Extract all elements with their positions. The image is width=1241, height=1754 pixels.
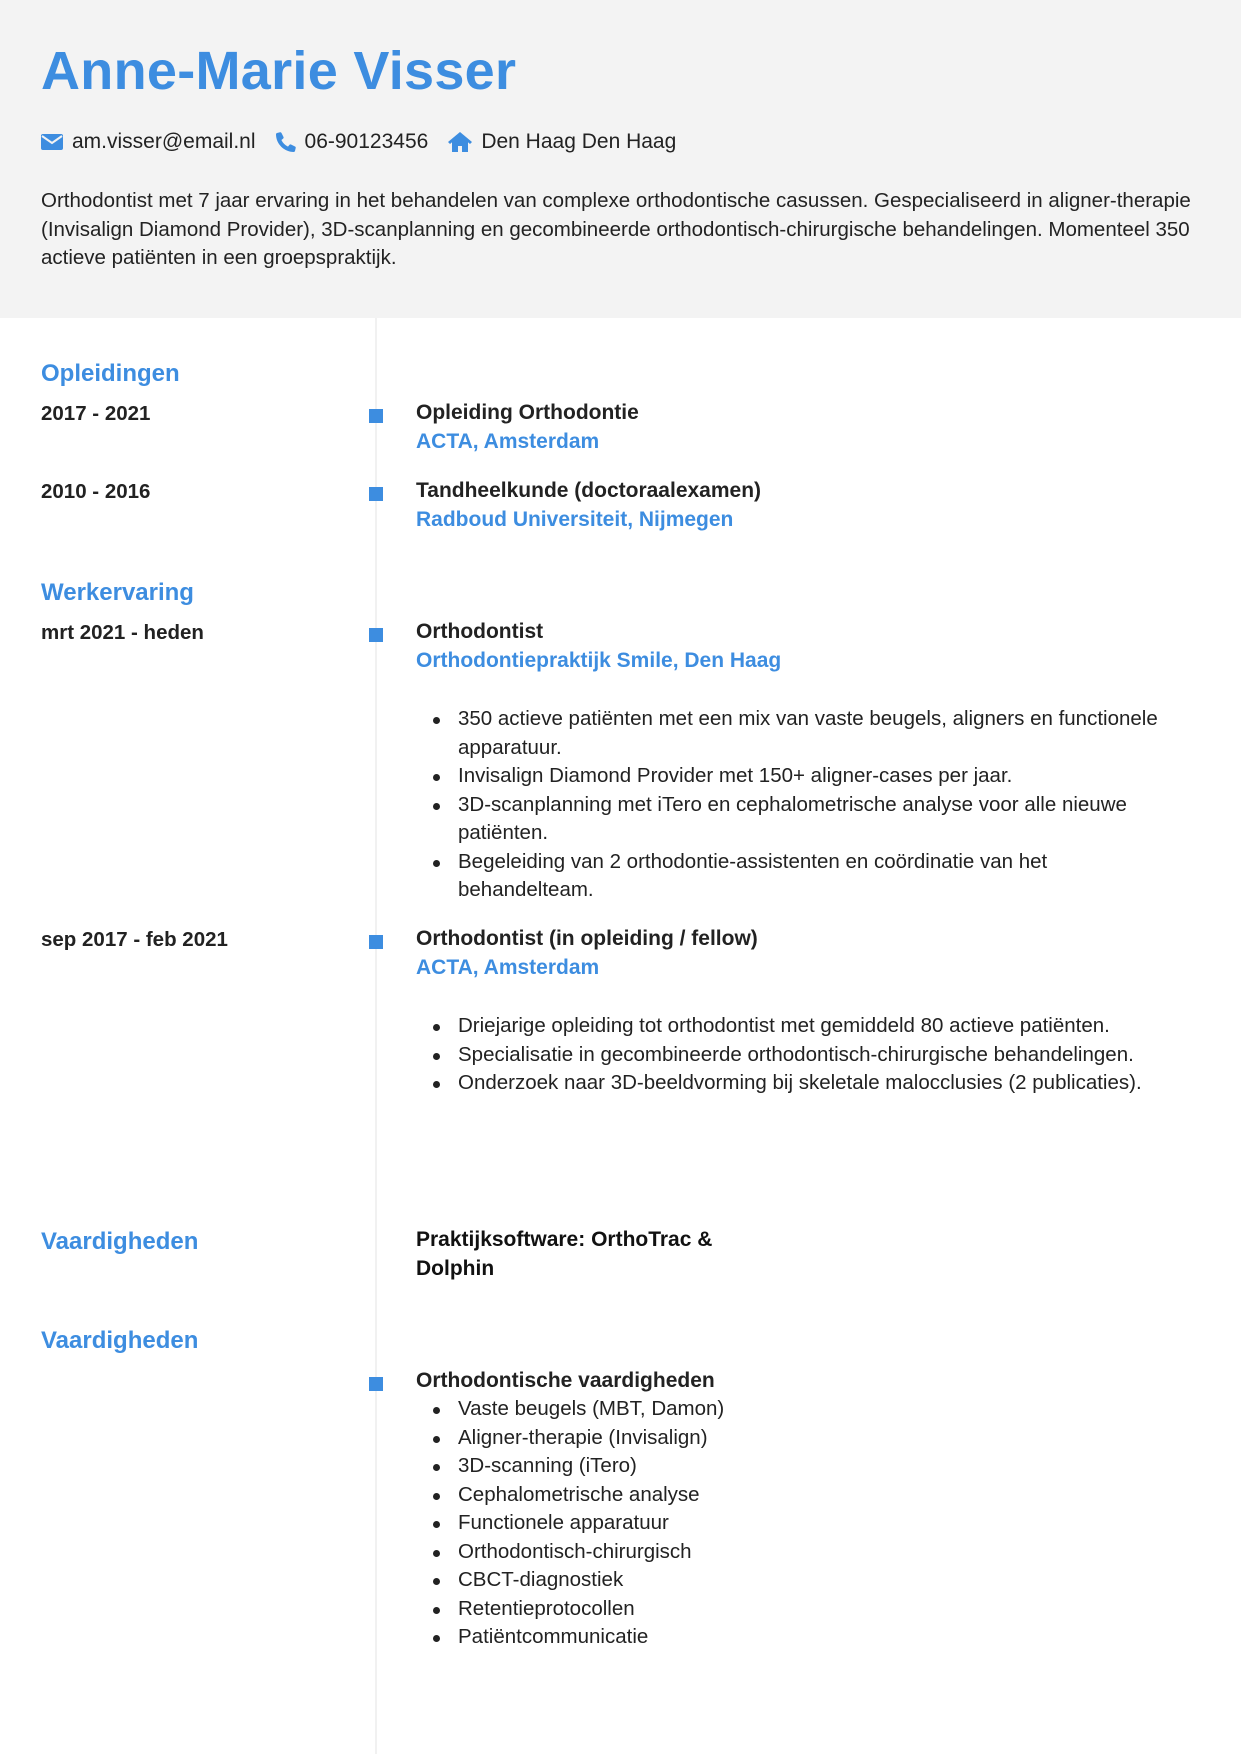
experience-2-title: Orthodontist (in opleiding / fellow) xyxy=(416,927,758,950)
email-text: am.visser@email.nl xyxy=(72,130,256,153)
experience-2-dates: sep 2017 - feb 2021 xyxy=(41,928,228,951)
list-item: Driejarige opleiding tot orthodontist met gemiddeld 80 actieve patiënten. xyxy=(416,1012,1176,1041)
timeline-marker xyxy=(369,628,383,642)
timeline-marker xyxy=(369,935,383,949)
experience-1-employer: Orthodontiepraktijk Smile, Den Haag xyxy=(416,649,782,672)
envelope-icon xyxy=(41,134,72,150)
experience-1-dates: mrt 2021 - heden xyxy=(41,621,204,644)
timeline-marker xyxy=(369,1377,383,1391)
list-item: Retentieprotocollen xyxy=(416,1595,1176,1624)
software-skills: Praktijksoftware: OrthoTrac & Dolphin xyxy=(416,1228,713,1280)
list-item: 3D-scanplanning met iTero en cephalometrische analyse voor alle nieuwe patiënten. xyxy=(416,791,1176,848)
contact-info xyxy=(41,128,696,156)
list-item: 3D-scanning (iTero) xyxy=(416,1452,1176,1481)
list-item: Cephalometrische analyse xyxy=(416,1481,1176,1510)
phone-icon xyxy=(276,132,305,152)
candidate-name: Anne-Marie Visser xyxy=(41,41,517,101)
contact-location xyxy=(448,130,676,154)
contact-email[interactable] xyxy=(41,130,256,154)
education-1-dates: 2017 - 2021 xyxy=(41,402,151,425)
education-1-institution: ACTA, Amsterdam xyxy=(416,430,600,453)
education-1-title: Opleiding Orthodontie xyxy=(416,401,639,424)
list-item: CBCT-diagnostiek xyxy=(416,1566,1176,1595)
list-item: Functionele apparatuur xyxy=(416,1509,1176,1538)
location-text: Den Haag Den Haag xyxy=(481,130,677,153)
contact-phone[interactable] xyxy=(276,130,429,154)
ortho-skills-list xyxy=(416,1395,1176,1652)
education-2-dates: 2010 - 2016 xyxy=(41,480,151,503)
list-item: Patiëntcommunicatie xyxy=(416,1623,1176,1652)
timeline-marker xyxy=(369,409,383,423)
education-2-institution: Radboud Universiteit, Nijmegen xyxy=(416,508,734,531)
list-item: Specialisatie in gecombineerde orthodontisch-chirurgische behandelingen. xyxy=(416,1041,1176,1070)
skills-section-title: Vaardigheden xyxy=(41,1228,199,1255)
skills-section-title-2: Vaardigheden xyxy=(41,1327,199,1354)
list-item: Orthodontisch-chirurgisch xyxy=(416,1538,1176,1567)
header xyxy=(0,0,1241,318)
experience-section-title: Werkervaring xyxy=(41,579,194,606)
ortho-skills-heading: Orthodontische vaardigheden xyxy=(416,1369,715,1392)
list-item: 350 actieve patiënten met een mix van vaste beugels, aligners en functionele apparatuur. xyxy=(416,705,1176,762)
experience-2-employer: ACTA, Amsterdam xyxy=(416,956,600,979)
list-item: Invisalign Diamond Provider met 150+ aligner-cases per jaar. xyxy=(416,762,1176,791)
list-item: Vaste beugels (MBT, Damon) xyxy=(416,1395,1176,1424)
phone-text: 06-90123456 xyxy=(304,130,429,153)
timeline-divider xyxy=(375,318,377,1754)
list-item: Onderzoek naar 3D-beeldvorming bij skeletale malocclusies (2 publicaties). xyxy=(416,1069,1176,1098)
home-icon xyxy=(448,132,481,152)
experience-1-title: Orthodontist xyxy=(416,620,544,643)
experience-1-bullets xyxy=(416,705,1176,905)
experience-2-bullets xyxy=(416,1012,1176,1098)
timeline-marker xyxy=(369,487,383,501)
education-section-title: Opleidingen xyxy=(41,360,180,387)
list-item: Aligner-therapie (Invisalign) xyxy=(416,1424,1176,1453)
list-item: Begeleiding van 2 orthodontie-assistenten en coördinatie van het behandelteam. xyxy=(416,848,1176,905)
profile-summary: Orthodontist met 7 jaar ervaring in het behandelen van complexe orthodontische casussen. Gespecialiseerd in aligner-therapie (Invisalign Diamond Provider), 3D-scanplanning en gecombineerde orthodontisch-chirurgische behandelingen. Momenteel 350 actieve patiënten in een groepspraktijk. xyxy=(41,189,1191,269)
education-2-title: Tandheelkunde (doctoraalexamen) xyxy=(416,479,762,502)
